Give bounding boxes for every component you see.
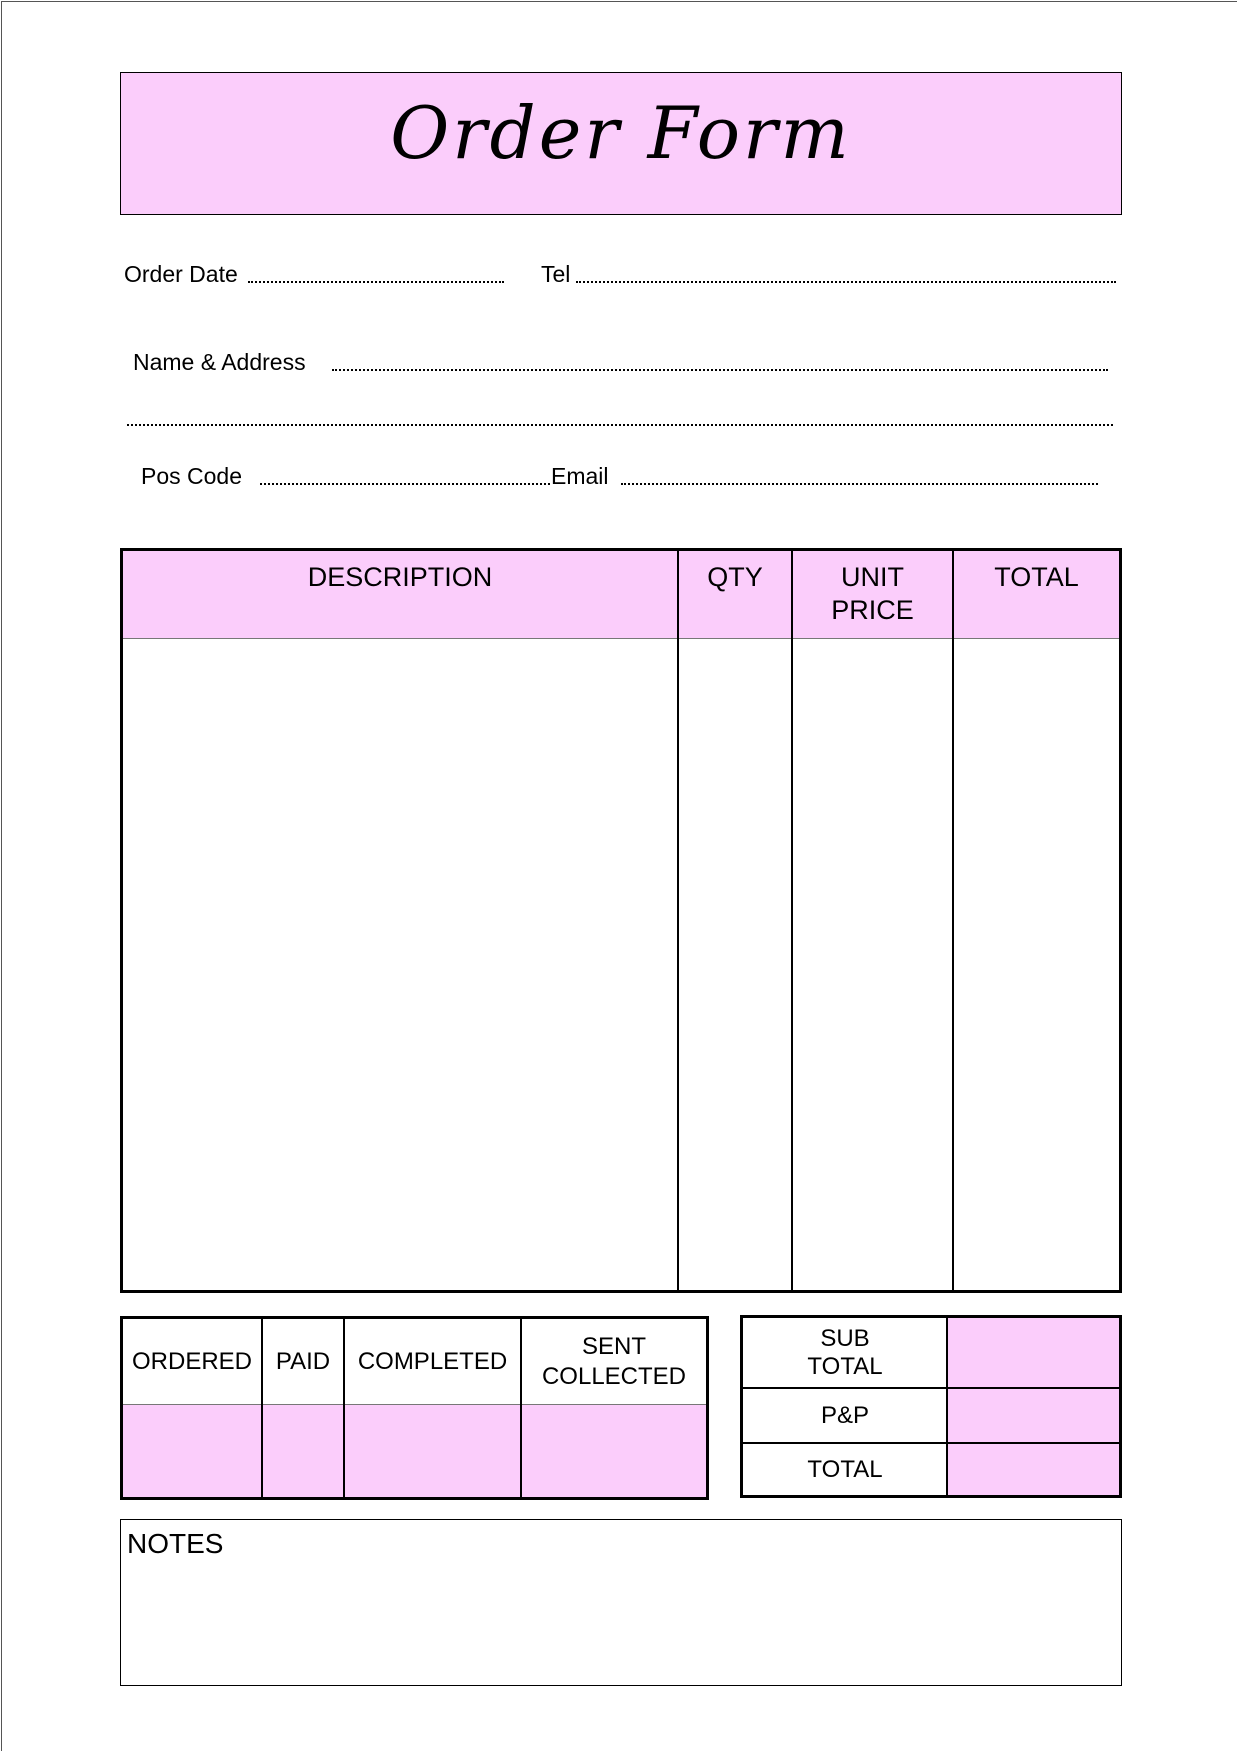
grand-total-label: TOTAL [807,1455,883,1483]
header-description: DESCRIPTION [307,562,493,592]
status-ordered-label: ORDERED [131,1347,252,1375]
email-label: Email [551,463,609,489]
pp-input[interactable] [948,1389,1119,1442]
notes-box[interactable] [120,1519,1122,1686]
status-ordered-checkbox[interactable] [123,1405,261,1497]
pos-code-input[interactable] [260,483,550,485]
total-row [743,1444,1119,1495]
notes-label: NOTES [127,1528,224,1559]
address-line-2-input[interactable] [127,424,1113,426]
tel-label: Tel [541,261,571,287]
subtotal-label-line1: SUB [820,1324,870,1352]
status-paid-checkbox[interactable] [263,1405,343,1497]
name-address-label: Name & Address [133,349,306,375]
qty-column-input[interactable] [679,638,791,1290]
subtotal-label [743,1318,947,1387]
status-completed-label: COMPLETED [357,1347,508,1375]
status-sent-line1: SENT [581,1332,646,1360]
totals-vertical-divider [946,1318,948,1495]
description-column-input[interactable] [123,638,677,1290]
header-qty: QTY [707,562,763,592]
header-unit-price-line2: PRICE [831,595,914,625]
header-total: TOTAL [994,562,1079,592]
grand-total-input[interactable] [948,1444,1119,1495]
totals-box [740,1315,1122,1498]
order-date-label: Order Date [124,261,238,287]
status-completed-checkbox[interactable] [345,1405,520,1497]
unit-price-column-input[interactable] [793,638,952,1290]
subtotal-input[interactable] [948,1318,1119,1387]
header-unit-price [793,561,952,627]
subtotal-label-line2: TOTAL [807,1352,883,1380]
form-title: Order Form [390,91,852,175]
pp-row [743,1389,1119,1442]
title-banner [120,72,1122,215]
status-paid-label: PAID [275,1347,331,1375]
pp-label: P&P [820,1401,870,1429]
tel-input[interactable] [576,281,1116,283]
email-input[interactable] [621,483,1098,485]
pos-code-label: Pos Code [141,463,243,489]
subtotal-row [743,1318,1119,1387]
header-unit-price-line1: UNIT [841,562,904,592]
status-sent-line2: COLLECTED [541,1362,687,1390]
total-column-input[interactable] [954,638,1119,1290]
name-address-input[interactable] [332,369,1108,371]
status-box [120,1316,709,1500]
order-date-input[interactable] [248,281,504,283]
status-sent-collected-label [522,1319,706,1404]
status-sent-collected-checkbox[interactable] [522,1405,706,1497]
items-table [120,548,1122,1293]
